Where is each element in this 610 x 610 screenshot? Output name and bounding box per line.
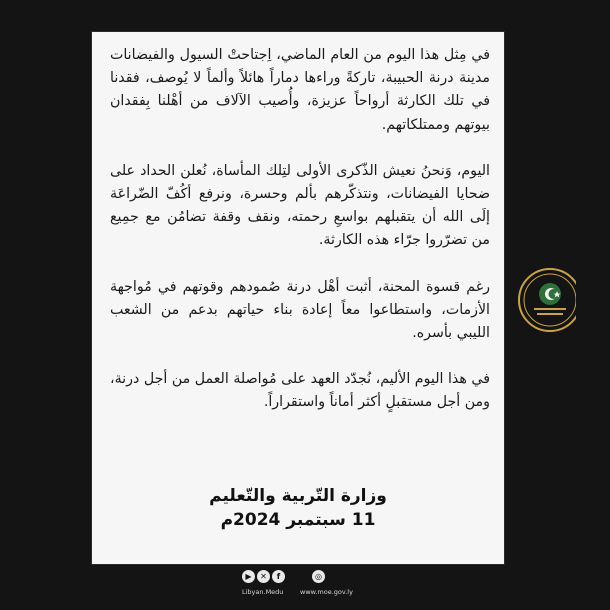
- social-handle[interactable]: Libyan.Medu: [242, 588, 284, 596]
- website-link[interactable]: www.moe.gov.ly: [300, 588, 353, 596]
- signature-block: [92, 484, 504, 532]
- statement-paper: [92, 32, 504, 564]
- footer-bar: [240, 570, 370, 604]
- paragraph-3: رغم قسوة المحنة، أثبت أهْل درنة صُمودهم وقوتهم في مُواجهة الأزمات، واستطاعوا معاً إعادة بناء حياتهم بدعم من الشعب الليبي بأسره.: [110, 278, 490, 342]
- youtube-icon[interactable]: ▶: [242, 570, 255, 583]
- statement-date: 11 سبتمبر 2024م: [220, 510, 376, 530]
- statement-body: [110, 44, 490, 438]
- ministry-name: وزارة التّربية والتّعليم: [209, 486, 387, 506]
- facebook-icon[interactable]: f: [272, 570, 285, 583]
- ministry-seal-logo: [510, 264, 576, 336]
- paragraph-1: في مِثل هذا اليوم من العام الماضي، اِجتاحتْ السيول والفيضانات مدينة درنة الحبيبة، تاركةً وراءها دماراً هائلاً وألماً لا يُوصف، فقدنا في تلك الكارثة أرواحاً عزيزة، وأُصيب الآلاف من أهْلنا بِفقدان بيوتهم وممتلكاتهم.: [110, 47, 490, 133]
- paragraph-4: في هذا اليوم الأليم، نُجدّد العهد على مُواصلة العمل من أجل درنة، ومن أجل مستقبلٍ أكثر أماناً واستقراراً.: [110, 371, 490, 411]
- globe-icon[interactable]: ◎: [312, 570, 325, 583]
- paragraph-2: اليوم، وَنحنُ نعيش الذّكرى الأولى لتِلك المأساة، نُعلن الحداد على ضحايا الفيضانات، ونتذكّرهم بألم وحسرة، ونرفع أكُفّ الضّراعَة إلَى الله أن يتقبلهم بواسعِ رحمته، ونقف وقفة تضامُن مع جمِيع من تضرّروا جرّاء هذه الكارثة.: [110, 162, 490, 249]
- x-icon[interactable]: ✕: [257, 570, 270, 583]
